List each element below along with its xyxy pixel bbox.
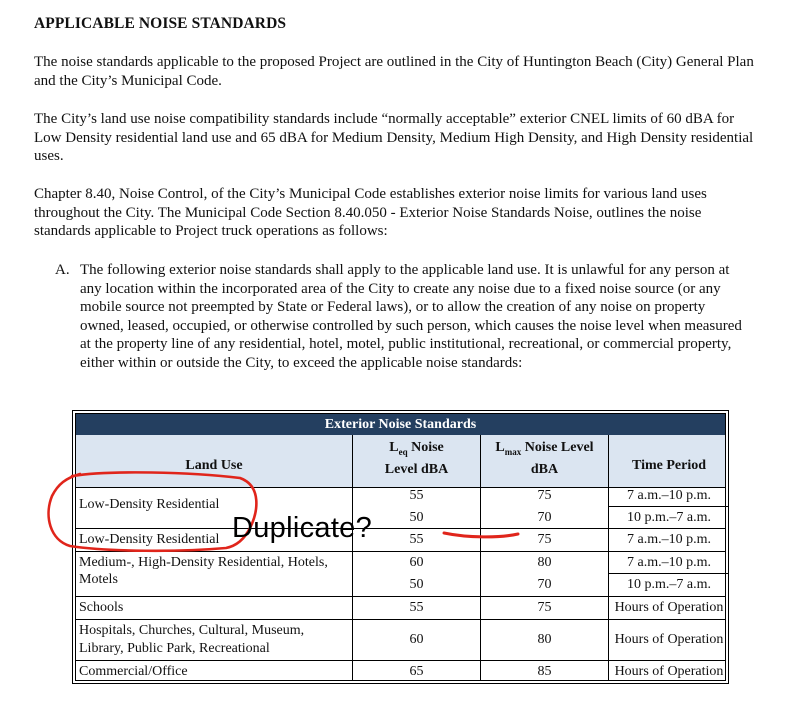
table-row-1-lmax-night: 70 xyxy=(537,510,552,525)
header-leq: $L_{eq}$ Noise Level dBA xyxy=(384,440,449,477)
table-row-3-lmax-night: 70 xyxy=(537,577,552,592)
table-row-4-time: Hours of Operation xyxy=(614,600,724,615)
table-row-6-leq: 65 xyxy=(409,664,424,679)
table-row-2-leq: 55 xyxy=(409,532,424,547)
table-row-6-lmax: 85 xyxy=(537,664,552,679)
list-item-text: The following exterior noise standards shall apply to the applicable land use. It is unlawful for any person at any location within the incorporated area of the City to create any noise due to a fixed noise source (or any mobile source not preempted by State or Federal laws), or to allow the creation of any noise on property owned, leased, occupied, or otherwise controlled by such person, which causes the noise level when measured at the property line of any residential, hotel, motel, public institutional, recreational, or commercial property, either within or outside the City, to exceed the applicable noise standards: xyxy=(80,262,742,371)
annotation-duplicate-text: Duplicate? xyxy=(232,512,373,544)
paragraph-land-use-standards: The City’s land use noise compatibility standards include “normally acceptable” exterior CNEL limits of 60 dBA for Low Density residential land use and 65 dBA for Medium Density, Medium High Density, and High Density residential uses. xyxy=(34,111,754,164)
table-row-6-land-use: Commercial/Office xyxy=(79,664,188,679)
section-heading: APPLICABLE NOISE STANDARDS xyxy=(34,15,287,32)
table-row-1-lmax-day: 75 xyxy=(537,488,552,503)
table-row-4-leq: 55 xyxy=(409,600,424,615)
list-marker: A. xyxy=(55,262,70,278)
table-row-3-time-day: 7 a.m.–10 p.m. xyxy=(627,555,711,570)
table-row-6-time: Hours of Operation xyxy=(614,664,724,679)
table-row-1-leq-night: 50 xyxy=(409,510,424,525)
table-row-3-land-use-line1: Medium-, High-Density Residential, Hotels, xyxy=(79,555,328,570)
table-row-2-lmax: 75 xyxy=(537,532,552,547)
header-land-use: Land Use xyxy=(185,458,243,473)
table-row-2-time: 7 a.m.–10 p.m. xyxy=(627,532,711,547)
table-row-5-leq: 60 xyxy=(409,632,424,647)
red-circle-mark xyxy=(49,472,257,550)
table-row-1-time-day: 7 a.m.–10 p.m. xyxy=(627,488,711,503)
table-row-4-land-use: Schools xyxy=(79,600,124,615)
paragraph-municipal-code: Chapter 8.40, Noise Control, of the City’s Municipal Code establishes exterior noise limits for various land uses throughout the City. The Municipal Code Section 8.40.050 - Exterior Noise Standards Noise, outlines the noise standards applicable to Project truck operations as follows: xyxy=(34,186,707,239)
table-row-3-leq-day: 60 xyxy=(409,555,424,570)
table-row-3-leq-night: 50 xyxy=(409,577,424,592)
table-row-3-lmax-day: 80 xyxy=(537,555,552,570)
table-row-1-land-use: Low-Density Residential xyxy=(79,497,220,512)
table-row-1-leq-day: 55 xyxy=(409,488,424,503)
table-row-5-land-use-line2: Library, Public Park, Recreational xyxy=(79,641,270,656)
table-row-5-time: Hours of Operation xyxy=(614,632,724,647)
header-lmax: $L_{max}$ Noise Level dBA xyxy=(495,440,594,477)
table-row-5-lmax: 80 xyxy=(537,632,552,647)
table-row-2-land-use: Low-Density Residential xyxy=(79,532,220,547)
table-title: Exterior Noise Standards xyxy=(76,414,725,435)
table-row-5-land-use-line1: Hospitals, Churches, Cultural, Museum, xyxy=(79,623,305,638)
paragraph-intro: The noise standards applicable to the proposed Project are outlined in the City of Huntington Beach (City) General Plan and the City’s Municipal Code. xyxy=(34,54,754,89)
table-row-3-time-night: 10 p.m.–7 a.m. xyxy=(627,577,711,592)
table-row-3-land-use-line2: Motels xyxy=(79,572,118,587)
header-time-period: Time Period xyxy=(631,458,706,473)
red-underline-mark xyxy=(444,533,518,537)
table-row-1-time-night: 10 p.m.–7 a.m. xyxy=(627,510,711,525)
table-row-4-lmax: 75 xyxy=(537,600,552,615)
